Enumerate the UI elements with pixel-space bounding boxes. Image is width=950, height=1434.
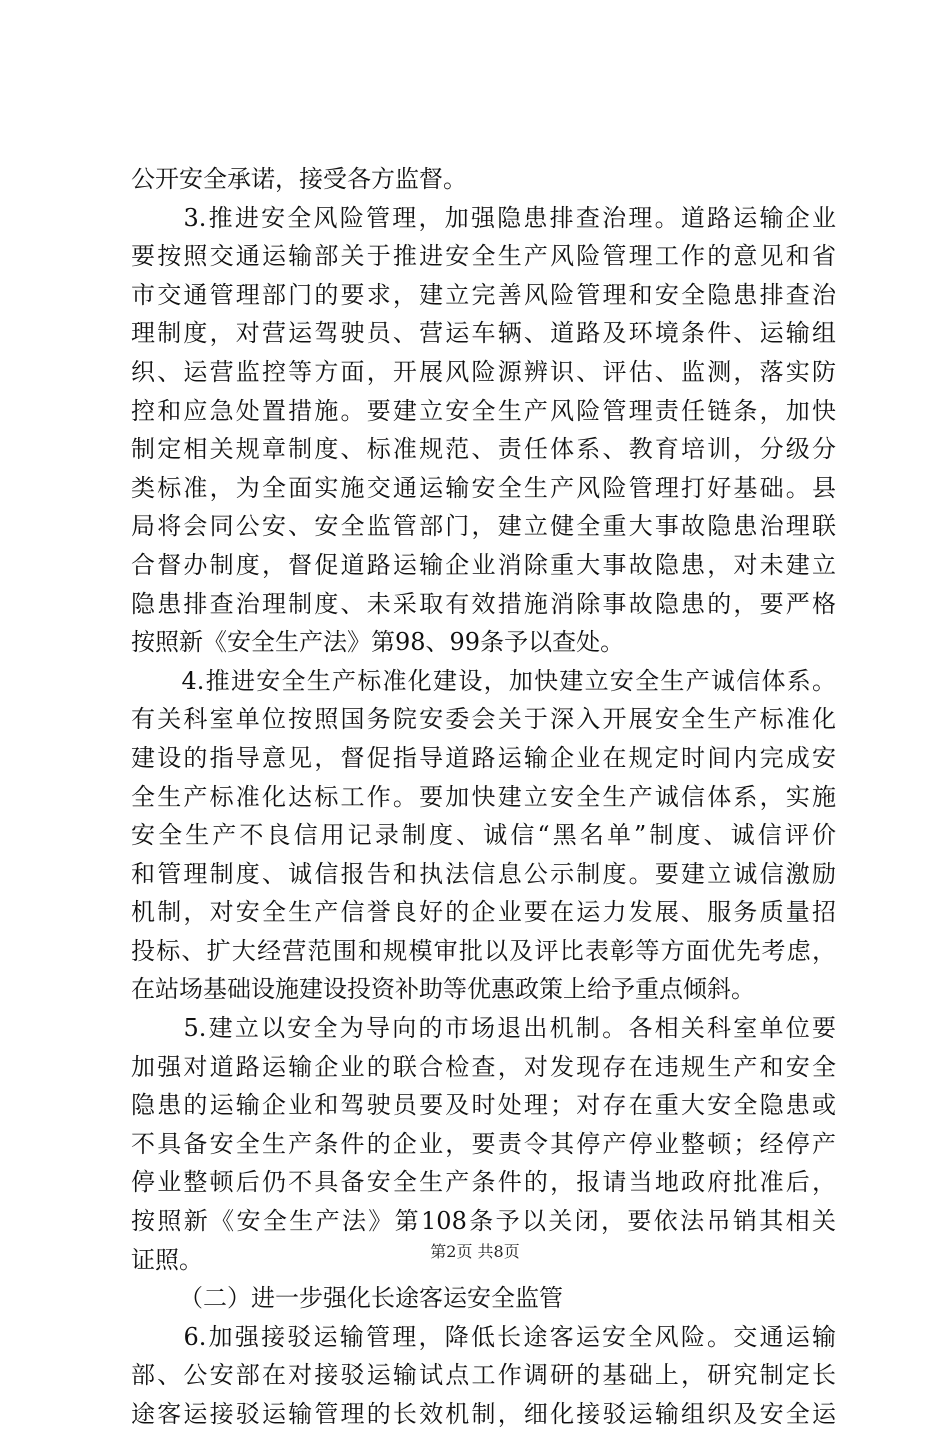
text-line: 不具备安全生产条件的企业，要责令其停产停业整顿；经停产 bbox=[131, 1129, 836, 1158]
text-line: 投标、扩大经营范围和规模审批以及评比表彰等方面优先考虑， bbox=[131, 936, 836, 965]
text-line: 4.推进安全生产标准化建设，加快建立安全生产诚信体系。 bbox=[131, 666, 836, 695]
text-line: 织、运营监控等方面，开展风险源辨识、评估、监测，落实防 bbox=[131, 357, 836, 386]
text-line: 部、公安部在对接驳运输试点工作调研的基础上，研究制定长 bbox=[131, 1361, 836, 1390]
text-line: 局将会同公安、安全监管部门，建立健全重大事故隐患治理联 bbox=[131, 512, 836, 541]
text-line: 隐患排查治理制度、未采取有效措施消除事故隐患的，要严格 bbox=[131, 589, 836, 618]
text-line: 途客运接驳运输管理的长效机制，细化接驳运输组织及安全运 bbox=[131, 1400, 836, 1428]
text-line: 停业整顿后仍不具备安全生产条件的，报请当地政府批准后， bbox=[131, 1168, 836, 1197]
text-line: 理制度，对营运驾驶员、营运车辆、道路及环境条件、运输组 bbox=[131, 319, 836, 348]
text-line: 市交通管理部门的要求，建立完善风险管理和安全隐患排查治 bbox=[131, 280, 836, 309]
text-line: 3.推进安全风险管理，加强隐患排查治理。道路运输企业 bbox=[131, 203, 836, 232]
text-line: 按照新《安全生产法》第98、99条予以查处。 bbox=[131, 628, 625, 657]
section-heading: （二）进一步强化长途客运安全监管 bbox=[179, 1284, 563, 1313]
text-line: 加强对道路运输企业的联合检查，对发现存在违规生产和安全 bbox=[131, 1052, 836, 1081]
text-line: 控和应急处置措施。要建立安全生产风险管理责任链条，加快 bbox=[131, 396, 836, 425]
text-line: 按照新《安全生产法》第108条予以关闭，要依法吊销其相关 bbox=[131, 1207, 836, 1236]
text-line: 机制，对安全生产信誉良好的企业要在运力发展、服务质量招 bbox=[131, 898, 836, 927]
text-line: 5.建立以安全为导向的市场退出机制。各相关科室单位要 bbox=[131, 1014, 836, 1043]
text-line: 公开安全承诺，接受各方监督。 bbox=[131, 165, 467, 193]
text-line: 证照。 bbox=[131, 1245, 203, 1274]
text-line: 类标准，为全面实施交通运输安全生产风险管理打好基础。县 bbox=[131, 473, 836, 502]
text-line: 有关科室单位按照国务院安委会关于深入开展安全生产标准化 bbox=[131, 705, 836, 734]
text-line: 在站场基础设施建设投资补助等优惠政策上给予重点倾斜。 bbox=[131, 975, 755, 1004]
text-line: 制定相关规章制度、标准规范、责任体系、教育培训，分级分 bbox=[131, 435, 836, 464]
text-line: 隐患的运输企业和驾驶员要及时处理；对存在重大安全隐患或 bbox=[131, 1091, 836, 1120]
text-line: 要按照交通运输部关于推进安全生产风险管理工作的意见和省 bbox=[131, 242, 836, 271]
text-line: 和管理制度、诚信报告和执法信息公示制度。要建立诚信激励 bbox=[131, 859, 836, 888]
text-line: 6.加强接驳运输管理，降低长途客运安全风险。交通运输 bbox=[131, 1322, 836, 1351]
text-line: 合督办制度，督促道路运输企业消除重大事故隐患，对未建立 bbox=[131, 550, 836, 579]
text-line: 全生产标准化达标工作。要加快建立安全生产诚信体系，实施 bbox=[131, 782, 836, 811]
text-line: 安全生产不良信用记录制度、诚信“黑名单”制度、诚信评价 bbox=[131, 821, 836, 850]
text-line: 建设的指导意见，督促指导道路运输企业在规定时间内完成安 bbox=[131, 743, 836, 772]
page-footer: 第2页 共8页 bbox=[430, 1242, 520, 1261]
